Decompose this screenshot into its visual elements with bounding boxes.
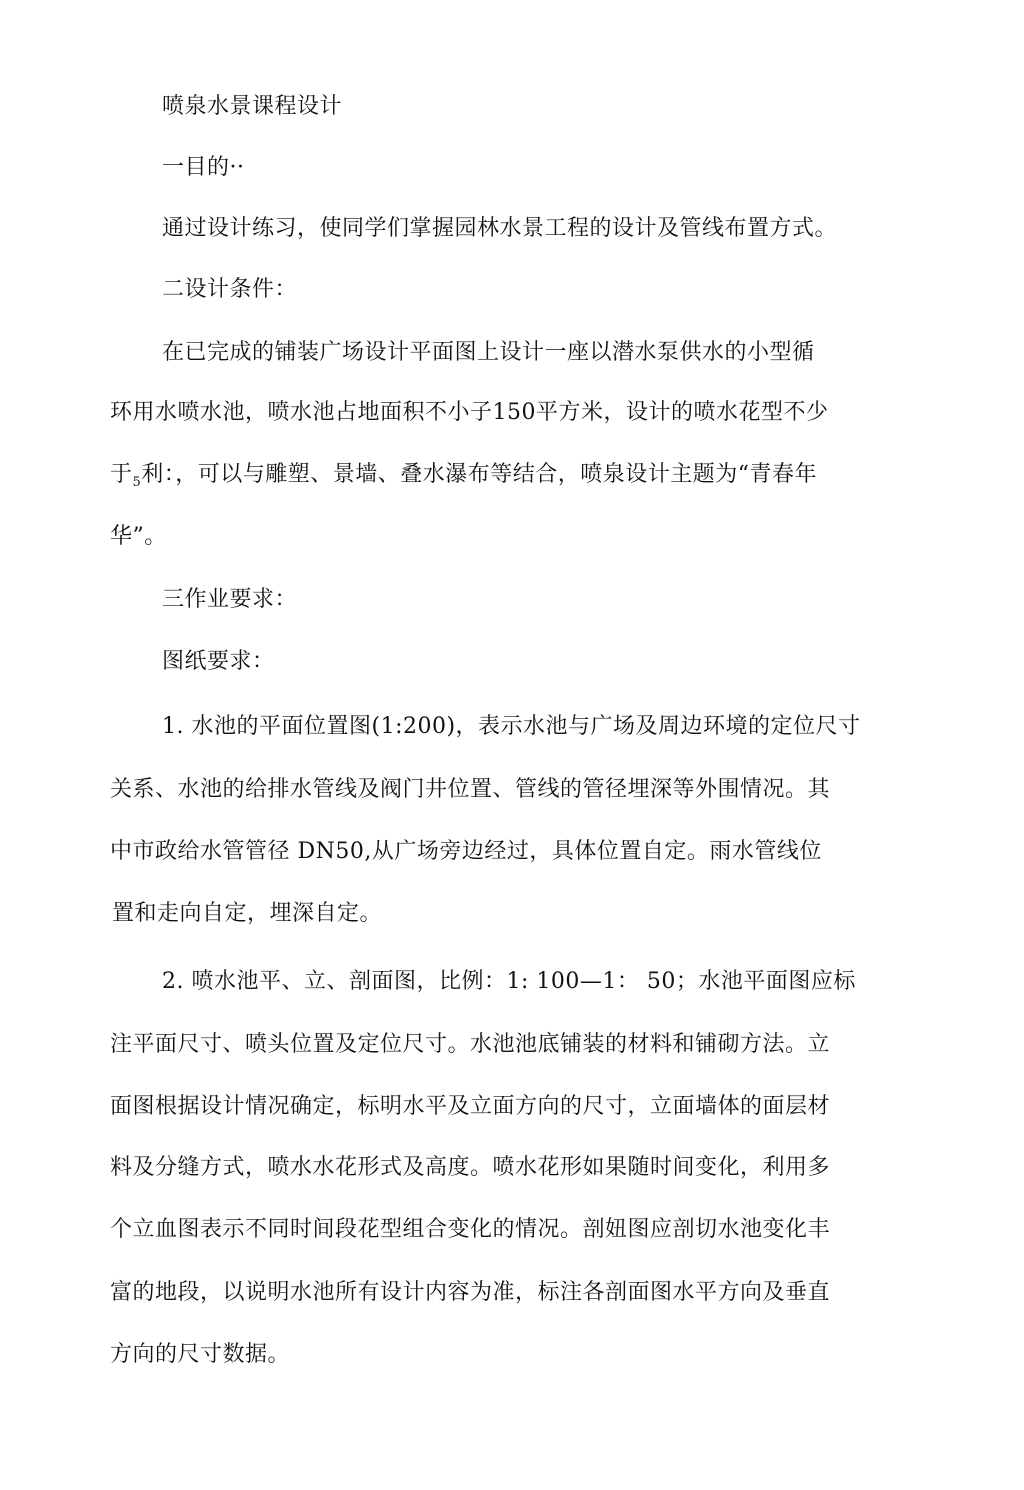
item1-line: 置和走向自定，埋深自定。 [112, 901, 383, 926]
item1-line: 中市政给水管管径 DN50,从广场旁边经过，具体位置自定。雨水管线位 [110, 839, 822, 864]
conditions-line-text: 利：，可以与雕塑、景墙、叠水瀑布等结合，喷泉设计主题为“青春年 [141, 462, 818, 487]
section-heading-purpose: 一目的·· [162, 155, 245, 180]
paragraph-conditions-line: 华”。 [110, 524, 167, 549]
document-title: 喷泉水景课程设计 [162, 94, 343, 119]
item2-line: 富的地段，以说明水池所有设计内容为准，标注各剖面图水平方向及垂直 [110, 1280, 831, 1305]
item1-line: 1. 水池的平面位置图(1:200)，表示水池与广场及周边环境的定位尺寸 [162, 714, 861, 739]
item1-line: 关系、水池的给排水管线及阀门井位置、管线的管径埋深等外围情况。其 [110, 777, 831, 802]
item2-line: 料及分缝方式，喷水水花形式及高度。喷水花形如果随时间变化，利用多 [110, 1155, 831, 1180]
item2-line: 个立血图表示不同时间段花型组合变化的情况。剖妞图应剖切水池变化丰 [110, 1217, 831, 1242]
paragraph-purpose: 通过设计练习，使同学们掌握园林水景工程的设计及管线布置方式。 [162, 216, 838, 241]
section-heading-requirements: 三作业要求： [162, 587, 298, 612]
item2-line: 2. 喷水池平、立、剖面图，比例：1: 100—1： 50；水池平面图应标 [162, 969, 856, 994]
paragraph-conditions-line: 在已完成的铺装广场设计平面图上设计一座以潜水泵供水的小型循 [162, 340, 815, 365]
conditions-line-subscript: 5 [132, 475, 142, 490]
section-heading-conditions: 二设计条件： [162, 277, 298, 302]
paragraph-conditions-line [110, 460, 817, 498]
paragraph-conditions-line: 环用水喷水池，喷水池占地面积不小子150平方米，设计的喷水花型不少 [110, 400, 829, 425]
item2-line: 注平面尺寸、喷头位置及定位尺寸。水池池底铺装的材料和铺砌方法。立 [110, 1032, 831, 1057]
conditions-line-prefix: 于 [110, 462, 133, 487]
subheading-drawing-requirements: 图纸要求： [162, 649, 275, 674]
item2-line: 方向的尺寸数据。 [110, 1342, 291, 1367]
item2-line: 面图根据设计情况确定，标明水平及立面方向的尺寸，立面墙体的面层材 [110, 1094, 831, 1119]
